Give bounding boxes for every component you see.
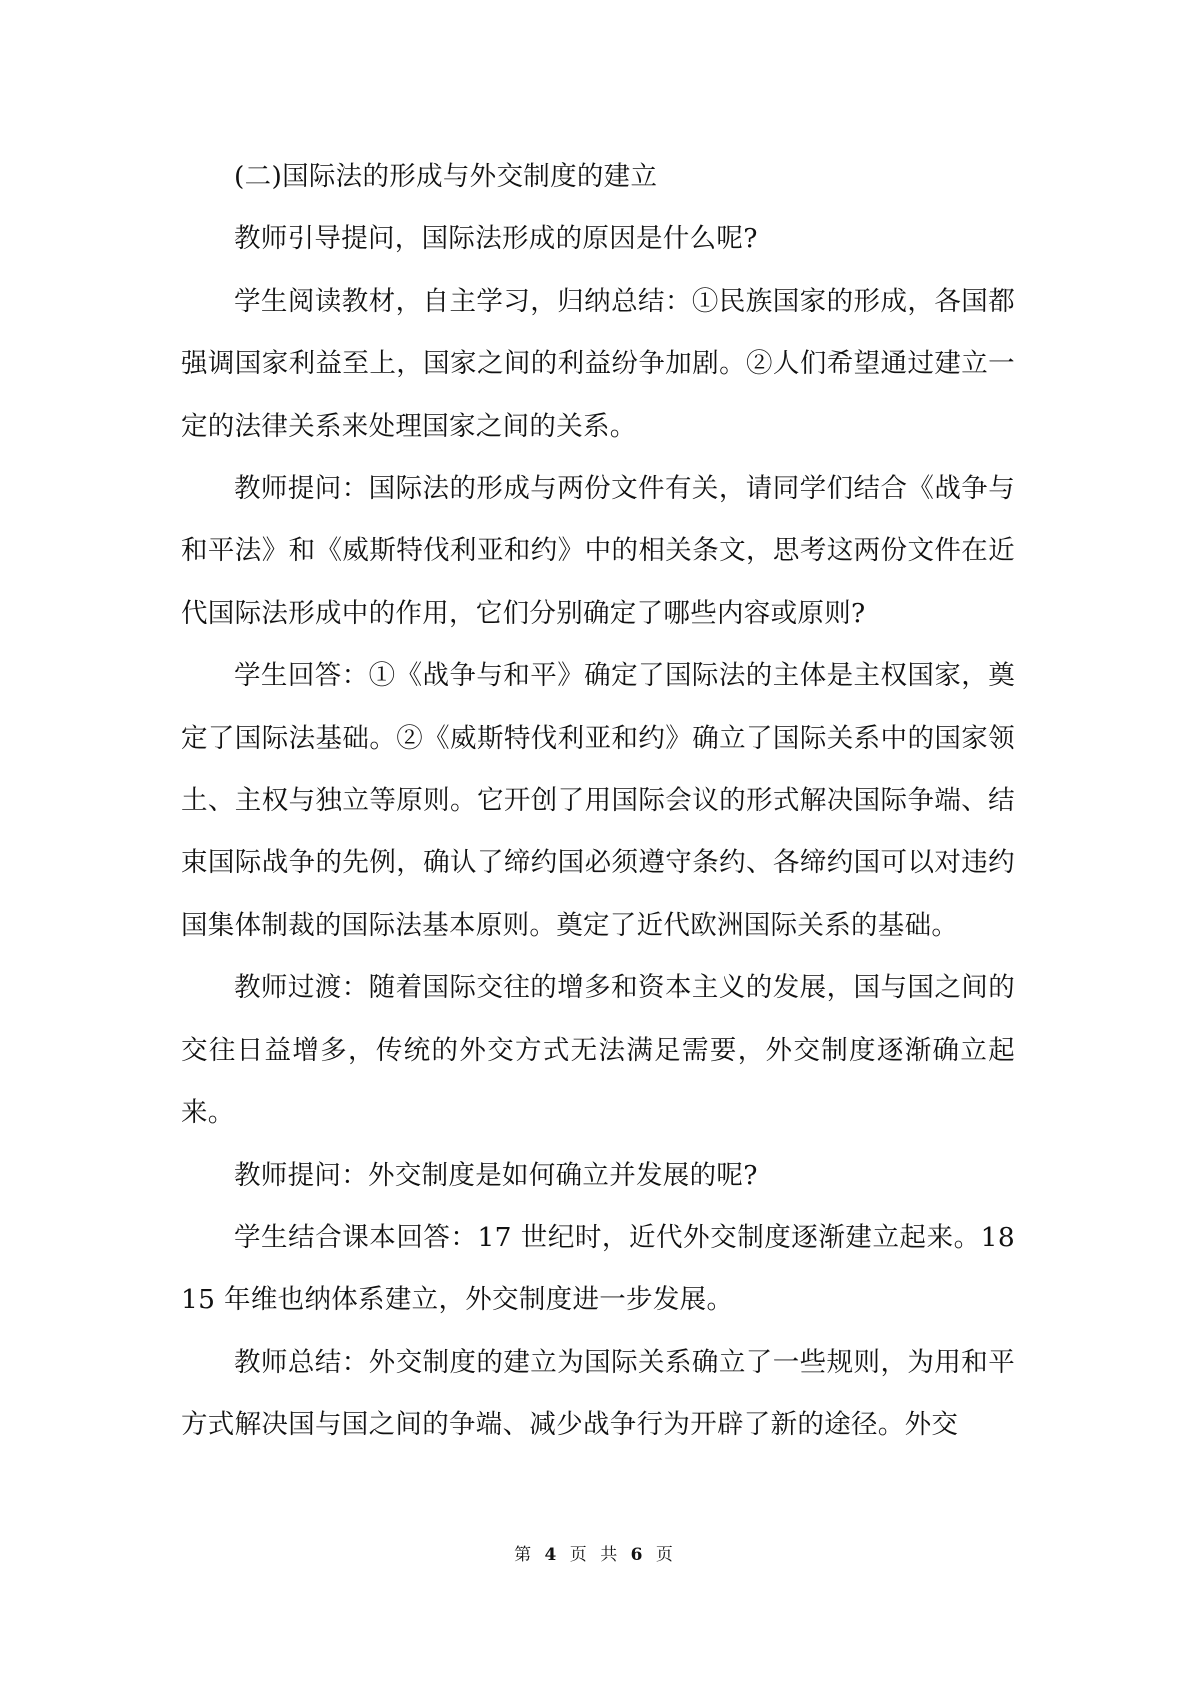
- page-footer: [0, 1543, 1191, 1567]
- paragraph-teacher-question-1: 教师引导提问，国际法形成的原因是什么呢?: [234, 223, 758, 255]
- footer-current-page: 4: [544, 1545, 561, 1565]
- footer-middle: 页 共: [569, 1545, 622, 1565]
- paragraph-student-summary: 学生阅读教材，自主学习，归纳总结：①民族国家的形成，各国都强调国家利益至上，国家之间的利益纷争加剧。②人们希望通过建立一定的法律关系来处理国家之间的关系。: [181, 285, 1015, 442]
- paragraph-teacher-question-3: 教师提问：外交制度是如何确立并发展的呢?: [234, 1159, 758, 1191]
- paragraph-teacher-question-2: 教师提问：国际法的形成与两份文件有关，请同学们结合《战争与和平法》和《威斯特伐利亚和约》中的相关条文，思考这两份文件在近代国际法形成中的作用，它们分别确定了哪些内容或原则?: [181, 473, 1015, 629]
- paragraph-teacher-summary: 教师总结：外交制度的建立为国际关系确立了一些规则，为用和平方式解决国与国之间的争端、减少战争行为开辟了新的途径。外交: [181, 1346, 1015, 1441]
- footer-total-pages: 6: [630, 1545, 647, 1565]
- footer-prefix: 第: [514, 1545, 536, 1565]
- paragraph-student-answer-1: 学生回答：①《战争与和平》确定了国际法的主体是主权国家，奠定了国际法基础。②《威斯特伐利亚和约》确立了国际关系中的国家领土、主权与独立等原则。它开创了用国际会议的形式解决国际争端、结束国际战争的先例，确认了缔约国必须遵守条约、各缔约国可以对违约国集体制裁的国际法基本原则。奠定了近代欧洲国际关系的基础。: [181, 660, 1015, 941]
- section-heading: (二)国际法的形成与外交制度的建立: [234, 161, 658, 192]
- footer-suffix: 页: [655, 1545, 677, 1565]
- document-body: [181, 146, 1015, 1457]
- paragraph-student-answer-2: 学生结合课本回答：17 世纪时，近代外交制度逐渐建立起来。1815 年维也纳体系建立，外交制度进一步发展。: [181, 1221, 1015, 1316]
- paragraph-teacher-transition: 教师过渡：随着国际交往的增多和资本主义的发展，国与国之间的交往日益增多，传统的外交方式无法满足需要，外交制度逐渐确立起来。: [181, 972, 1015, 1129]
